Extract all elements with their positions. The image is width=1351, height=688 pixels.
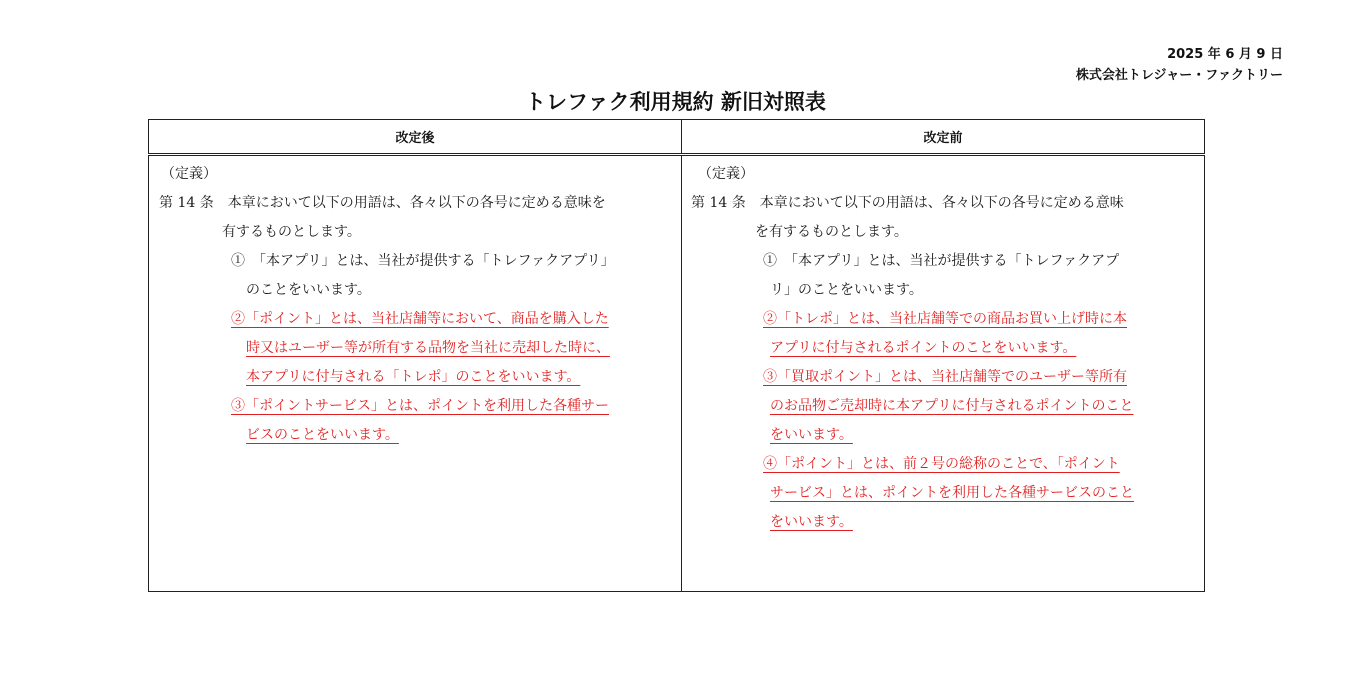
after-item-2-line-1: ②「ポイント」とは、当社店舗等において、商品を購入した <box>231 311 609 327</box>
before-item-1-line-2: リ」のことをいいます。 <box>770 282 923 298</box>
company-name: 株式会社トレジャー・ファクトリー <box>1075 68 1283 83</box>
before-item-2-line-1: ②「トレポ」とは、当社店舗等での商品お買い上げ時に本 <box>763 311 1127 327</box>
after-item-2-line-2: 時又はユーザー等が所有する品物を当社に売却した時に、 <box>246 340 610 356</box>
before-item-3-line-3: をいいます。 <box>770 427 853 443</box>
before-item-3-line-1: ③「買取ポイント」とは、当社店舗等でのユーザー等所有 <box>763 369 1127 385</box>
table-row <box>149 155 1205 592</box>
after-item-3-line-1: ③「ポイントサービス」とは、ポイントを利用した各種サー <box>231 398 609 414</box>
comparison-table <box>148 119 1205 592</box>
after-article-continuation: 有するものとします。 <box>222 224 361 240</box>
before-article-line: 第 14 条 本章において以下の用語は、各々以下の各号に定める意味 <box>691 195 1124 211</box>
column-header-after: 改定後 <box>149 120 682 155</box>
document-title: トレファク利用規約 新旧対照表 <box>525 90 826 114</box>
after-item-2-line-3: 本アプリに付与される「トレポ」のことをいいます。 <box>246 369 581 385</box>
after-column-cell <box>149 155 682 592</box>
before-item-2-line-2: アプリに付与されるポイントのことをいいます。 <box>770 340 1077 356</box>
before-section-heading: （定義） <box>698 166 754 182</box>
before-item-4-line-3: をいいます。 <box>770 514 853 530</box>
table-header-row <box>149 120 1205 155</box>
document-meta <box>1076 44 1283 86</box>
before-item-1-line-1: ① 「本アプリ」とは、当社が提供する「トレファクアプ <box>763 253 1120 269</box>
before-article-continuation: を有するものとします。 <box>755 224 908 240</box>
before-column-cell <box>682 155 1205 592</box>
after-section-heading: （定義） <box>161 166 217 182</box>
after-item-1-line-2: のことをいいます。 <box>246 282 371 298</box>
column-header-before: 改定前 <box>682 120 1205 155</box>
before-item-4-line-1: ④「ポイント」とは、前２号の総称のことで、「ポイント <box>763 456 1120 472</box>
after-item-3-line-2: ビスのことをいいます。 <box>246 427 399 443</box>
before-item-4-line-2: サービス」とは、ポイントを利用した各種サービスのこと <box>770 485 1134 501</box>
before-item-3-line-2: のお品物ご売却時に本アプリに付与されるポイントのこと <box>770 398 1134 414</box>
after-article-line: 第 14 条 本章において以下の用語は、各々以下の各号に定める意味を <box>159 195 606 211</box>
after-item-1-line-1: ① 「本アプリ」とは、当社が提供する「トレファクアプリ」 <box>231 253 615 269</box>
document-date: 2025 年 6 月 9 日 <box>1167 47 1283 62</box>
